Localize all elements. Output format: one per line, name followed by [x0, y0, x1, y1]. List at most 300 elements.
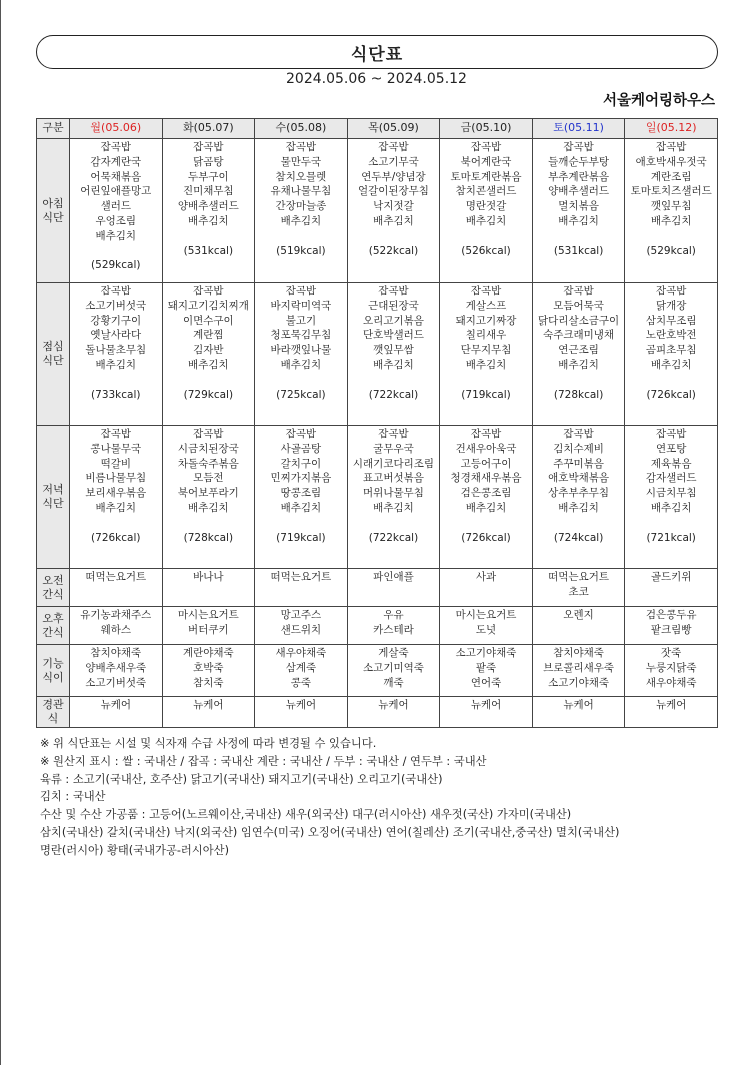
menu-cell	[532, 607, 625, 645]
menu-item: 상추부추무침	[548, 487, 610, 500]
calorie-value: (729kcal)	[183, 388, 234, 401]
menu-item: 소고기무국	[368, 155, 419, 168]
menu-item: 배추김치	[373, 214, 414, 227]
header-category: 구분	[37, 119, 70, 139]
menu-cell	[440, 283, 533, 426]
menu-item: 돼지고기짜장	[455, 314, 517, 327]
calorie-value: (526kcal)	[461, 244, 511, 257]
menu-cell	[625, 283, 718, 426]
menu-item: 청포묵김무침	[270, 329, 332, 342]
menu-item: 초코	[568, 585, 589, 598]
note-line: 삼치(국내산) 갈치(국내산) 낙지(외국산) 임연수(미국) 오징어(국내산) 연어(칠레산) 조기(국내산,중국산) 멸치(국내산)	[40, 825, 620, 839]
spacer	[627, 373, 715, 388]
day-header: 일(05.12)	[625, 119, 718, 139]
menu-cell	[440, 607, 533, 645]
menu-item: 배추김치	[465, 358, 507, 371]
menu-item: 검은콩조림	[460, 487, 512, 500]
menu-item: 뉴케어	[285, 699, 317, 711]
page-left-border	[0, 0, 1, 1065]
menu-cell	[162, 569, 255, 607]
menu-item: 소고기야채죽	[548, 676, 610, 689]
spacer	[72, 244, 160, 259]
menu-item: 청경채새우볶음	[450, 472, 522, 485]
menu-item: 마시는요거트	[177, 609, 239, 621]
menu-item: 비름나물무침	[85, 472, 147, 485]
menu-item: 깻잎무쌈	[373, 344, 414, 357]
calorie-value: (519kcal)	[276, 244, 326, 257]
menu-cell	[347, 139, 440, 283]
menu-item: 떠먹는요거트	[85, 571, 147, 583]
menu-cell	[532, 697, 625, 728]
menu-item: 샌드위치	[280, 623, 322, 636]
menu-cell	[347, 283, 440, 426]
menu-item: 어묵채볶음	[90, 170, 142, 183]
menu-item: 계란찜	[193, 329, 224, 342]
menu-cell	[532, 645, 625, 697]
menu-item: 배추김치	[373, 501, 414, 514]
row-label-text: 오전	[42, 573, 64, 587]
menu-item: 팥죽	[475, 661, 497, 674]
menu-item: 바나나	[193, 571, 224, 583]
menu-item: 배추김치	[95, 358, 137, 371]
menu-item: 배추김치	[280, 214, 322, 227]
menu-item: 뉴케어	[563, 699, 594, 711]
menu-cell	[255, 645, 348, 697]
menu-cell	[347, 426, 440, 569]
menu-item: 배추김치	[280, 358, 322, 371]
menu-item: 진미채무침	[182, 185, 234, 198]
menu-item: 부추계란볶음	[548, 170, 610, 183]
menu-item: 갈치구이	[280, 457, 322, 470]
menu-item: 불고기	[285, 314, 317, 327]
notes-section	[40, 735, 730, 860]
menu-item: 이면수구이	[182, 314, 234, 327]
spacer	[350, 373, 438, 388]
row-label-text: 점심	[42, 340, 64, 353]
menu-item: 도넛	[475, 623, 497, 636]
note-line: ※ 위 식단표는 시설 및 식자재 수급 사정에 따라 변경될 수 있습니다.	[40, 737, 377, 750]
calorie-value: (725kcal)	[276, 388, 326, 401]
menu-cell	[255, 139, 348, 283]
note-line: 수산 및 수산 가공품 : 고등어(노르웨이산,국내산) 새우(외국산) 대구(러시아산) 새우젓(국산) 가자미(국내산)	[40, 808, 572, 822]
menu-item: 북어보푸라기	[177, 487, 239, 500]
menu-cell	[162, 607, 255, 645]
menu-cell	[625, 139, 718, 283]
menu-item: 참치죽	[193, 676, 224, 689]
menu-cell	[440, 569, 533, 607]
row-label-text: 식단	[42, 210, 64, 224]
menu-cell	[625, 426, 718, 569]
menu-cell	[255, 283, 348, 426]
menu-item: 배추김치	[650, 358, 692, 371]
menu-item: 팥크림빵	[650, 623, 692, 636]
menu-item: 배추김치	[280, 501, 322, 514]
menu-item: 닭다리살소금구이	[538, 314, 620, 327]
menu-item: 호박죽	[193, 661, 224, 674]
menu-item: 굴무우국	[373, 442, 414, 455]
menu-item: 감자계란국	[90, 155, 142, 168]
spacer	[350, 516, 438, 531]
menu-item: 검은콩두유	[645, 609, 697, 621]
row-label	[37, 139, 70, 283]
menu-item: 제육볶음	[650, 457, 692, 470]
row-pm-snack	[37, 607, 718, 645]
row-label	[37, 697, 70, 728]
menu-item: 새우야채죽	[645, 676, 697, 689]
note-line: 김치 : 국내산	[40, 790, 106, 804]
menu-item: 깻잎무침	[650, 200, 692, 213]
spacer	[442, 516, 530, 531]
menu-cell	[255, 607, 348, 645]
row-label	[37, 607, 70, 645]
menu-item: 시금치무침	[645, 487, 697, 500]
menu-item: 잡곡밥	[470, 141, 502, 153]
menu-item: 닭개장	[655, 299, 687, 312]
menu-item: 바라깻잎나물	[270, 344, 332, 357]
menu-item: 노란호박전	[645, 329, 697, 342]
spacer	[72, 516, 160, 531]
organization-name: 서울케어링하우스	[602, 93, 715, 109]
menu-cell	[255, 426, 348, 569]
spacer	[535, 229, 623, 244]
menu-item: 배추김치	[465, 214, 507, 227]
menu-item: 명란젓갈	[465, 200, 507, 213]
menu-cell	[440, 645, 533, 697]
menu-item: 단호박샐러드	[363, 329, 424, 342]
menu-cell	[532, 139, 625, 283]
spacer	[535, 516, 623, 531]
menu-item: 잡곡밥	[470, 285, 502, 297]
row-label	[37, 645, 70, 697]
menu-item: 토마토치즈샐러드	[630, 185, 712, 198]
menu-item: 애호박새우젓국	[635, 155, 707, 168]
note-line: ※ 원산지 표시 : 쌀 : 국내산 / 잡곡 : 국내산 계란 : 국내산 / 두부 : 국내산 / 연두부 : 국내산	[40, 754, 487, 768]
menu-item: 잡곡밥	[100, 285, 131, 297]
day-header: 토(05.11)	[532, 119, 625, 139]
menu-item: 시래기코다리조림	[352, 457, 435, 470]
menu-item: 뉴케어	[378, 699, 409, 711]
menu-item: 오리고기볶음	[363, 314, 424, 327]
menu-cell	[255, 697, 348, 728]
menu-item: 배추김치	[188, 358, 229, 371]
row-label-text: 오후	[42, 611, 64, 625]
menu-cell	[70, 607, 163, 645]
menu-item: 배추김치	[465, 501, 507, 514]
calorie-value: (531kcal)	[553, 244, 604, 257]
menu-item: 연어죽	[470, 676, 502, 689]
calorie-value: (728kcal)	[553, 388, 604, 401]
menu-item: 잡곡밥	[100, 428, 131, 440]
menu-item: 떠먹는요거트	[548, 571, 610, 583]
menu-item: 게살죽	[378, 647, 409, 659]
menu-item: 유기농과채주스	[80, 609, 152, 621]
menu-item: 계란야채죽	[182, 647, 234, 659]
menu-item: 잡곡밥	[563, 428, 594, 440]
menu-item: 강황기구이	[90, 314, 142, 327]
menu-item: 잡곡밥	[470, 428, 502, 440]
menu-item: 모듬어묵국	[553, 299, 604, 312]
menu-item: 떡갈비	[100, 457, 131, 470]
menu-item: 잡곡밥	[655, 141, 687, 153]
page-title	[36, 35, 718, 69]
menu-cell	[440, 139, 533, 283]
menu-item: 양배추샐러드	[177, 200, 239, 213]
menu-item: 얼갈이된장무침	[357, 185, 429, 198]
menu-item: 모듬전	[193, 472, 224, 485]
spacer	[257, 516, 345, 531]
day-header: 금(05.10)	[440, 119, 533, 139]
row-am-snack	[37, 569, 718, 607]
menu-item: 두부구이	[188, 170, 229, 183]
menu-item: 잡곡밥	[563, 141, 594, 153]
day-header: 수(05.08)	[255, 119, 348, 139]
menu-item: 배추김치	[558, 214, 599, 227]
menu-cell	[162, 426, 255, 569]
menu-item: 배추김치	[95, 501, 137, 514]
row-label-text: 식단	[42, 354, 64, 367]
menu-item: 잣죽	[661, 647, 682, 659]
row-breakfast	[37, 139, 718, 283]
menu-item: 감자샐러드	[645, 472, 697, 485]
menu-item: 머위나물무침	[363, 487, 424, 500]
calorie-value: (719kcal)	[461, 388, 511, 401]
menu-cell	[440, 697, 533, 728]
calorie-value: (529kcal)	[646, 244, 696, 257]
menu-item: 삼치무조림	[645, 314, 697, 327]
menu-item: 양배추새우죽	[85, 661, 147, 674]
menu-item: 칠리새우	[465, 329, 507, 342]
menu-item: 참치야채죽	[553, 647, 604, 659]
spacer	[165, 373, 253, 388]
menu-item: 잡곡밥	[285, 428, 317, 440]
note-line: 육류 : 소고기(국내산, 호주산) 닭고기(국내산) 돼지고기(국내산) 오리고기(국내산)	[40, 772, 443, 786]
menu-item: 바지락미역국	[270, 299, 332, 312]
menu-item: 돌나물초무침	[85, 344, 147, 357]
menu-item: 사과	[475, 571, 497, 583]
menu-item: 시금치된장국	[177, 442, 239, 455]
row-label-text: 식단	[42, 497, 64, 510]
row-dinner	[37, 426, 718, 569]
menu-item: 파인애플	[373, 571, 414, 583]
day-header: 목(05.09)	[347, 119, 440, 139]
menu-item: 어린잎애플망고	[80, 185, 152, 198]
menu-cell	[625, 697, 718, 728]
menu-item: 배추김치	[373, 358, 414, 371]
menu-cell	[347, 697, 440, 728]
row-label	[37, 283, 70, 426]
calorie-value: (726kcal)	[91, 531, 141, 544]
menu-item: 뉴케어	[470, 699, 502, 711]
row-lunch	[37, 283, 718, 426]
menu-item: 간장마늘종	[275, 200, 327, 213]
menu-item: 게살스프	[465, 299, 507, 312]
calorie-value: (728kcal)	[183, 531, 234, 544]
menu-item: 연포탕	[655, 442, 687, 455]
menu-cell	[162, 697, 255, 728]
row-label-text: 식	[47, 712, 59, 725]
menu-item: 양배추샐러드	[548, 185, 610, 198]
calorie-value: (529kcal)	[91, 259, 141, 272]
spacer	[257, 229, 345, 244]
menu-item: 잡곡밥	[378, 428, 409, 440]
menu-item: 잡곡밥	[563, 285, 594, 297]
calorie-value: (726kcal)	[461, 531, 511, 544]
menu-item: 애호박채볶음	[548, 472, 610, 485]
menu-cell	[70, 139, 163, 283]
menu-item: 잡곡밥	[193, 428, 224, 440]
menu-item: 유채나물무침	[270, 185, 332, 198]
menu-cell	[162, 139, 255, 283]
menu-item: 잡곡밥	[285, 141, 317, 153]
menu-item: 배추김치	[188, 501, 229, 514]
spacer	[627, 229, 715, 244]
menu-item: 삼계죽	[285, 661, 317, 674]
calorie-value: (722kcal)	[368, 531, 419, 544]
spacer	[442, 373, 530, 388]
row-label	[37, 569, 70, 607]
menu-item: 참치오믈렛	[275, 170, 327, 183]
menu-item: 근대된장국	[368, 299, 419, 312]
menu-item: 배추김치	[650, 501, 692, 514]
menu-item: 잡곡밥	[285, 285, 317, 297]
menu-item: 물만두국	[280, 155, 322, 168]
menu-item: 사골곰탕	[280, 442, 322, 455]
menu-item: 민찌가지볶음	[270, 472, 332, 485]
menu-item: 뉴케어	[655, 699, 687, 711]
menu-cell	[70, 697, 163, 728]
menu-item: 단무지무침	[460, 344, 512, 357]
menu-item: 배추김치	[650, 214, 692, 227]
menu-item: 웨하스	[100, 623, 131, 636]
menu-item: 뉴케어	[193, 699, 224, 711]
menu-item: 잡곡밥	[193, 285, 224, 297]
menu-item: 돼지고기김치찌개	[167, 299, 249, 312]
menu-item: 마시는요거트	[455, 609, 517, 621]
menu-item: 콩죽	[290, 676, 312, 689]
menu-cell	[162, 283, 255, 426]
menu-item: 망고주스	[280, 609, 322, 621]
row-label-text: 저녁	[42, 483, 64, 496]
calorie-value: (722kcal)	[368, 388, 419, 401]
menu-cell	[532, 426, 625, 569]
menu-item: 소고기버섯국	[85, 299, 147, 312]
spacer	[350, 229, 438, 244]
menu-cell	[347, 645, 440, 697]
menu-item: 연근조림	[558, 344, 599, 357]
menu-cell	[347, 569, 440, 607]
menu-cell	[162, 645, 255, 697]
menu-cell	[440, 426, 533, 569]
spacer	[535, 373, 623, 388]
calorie-value: (719kcal)	[276, 531, 326, 544]
menu-cell	[347, 607, 440, 645]
menu-item: 카스테라	[373, 623, 414, 636]
menu-item: 김자반	[193, 344, 224, 357]
menu-item: 고등어구이	[460, 457, 512, 470]
header-row	[37, 119, 718, 139]
menu-item: 잡곡밥	[655, 428, 687, 440]
menu-item: 계란조림	[650, 170, 692, 183]
calorie-value: (721kcal)	[646, 531, 696, 544]
menu-cell	[255, 569, 348, 607]
spacer	[165, 516, 253, 531]
spacer	[72, 373, 160, 388]
calorie-value: (531kcal)	[183, 244, 234, 257]
menu-item: 멸치볶음	[558, 200, 599, 213]
menu-item: 소고기미역죽	[363, 661, 424, 674]
spacer	[627, 516, 715, 531]
menu-item: 소고기야채죽	[455, 647, 517, 659]
menu-item: 토마토계란볶음	[450, 170, 522, 183]
menu-item: 배추김치	[558, 501, 599, 514]
menu-cell	[532, 569, 625, 607]
menu-cell	[70, 645, 163, 697]
row-label	[37, 426, 70, 569]
calorie-value: (522kcal)	[368, 244, 419, 257]
menu-cell	[625, 607, 718, 645]
menu-item: 북어계란국	[460, 155, 512, 168]
menu-item: 보리새우볶음	[85, 487, 147, 500]
menu-cell	[532, 283, 625, 426]
calorie-value: (724kcal)	[553, 531, 604, 544]
row-label-text: 간식	[42, 625, 64, 639]
menu-item: 참치야채죽	[90, 647, 142, 659]
day-header: 화(05.07)	[162, 119, 255, 139]
menu-item: 낙지젓갈	[373, 200, 414, 213]
menu-item: 깨죽	[383, 676, 404, 689]
menu-item: 잡곡밥	[100, 141, 131, 153]
spacer	[442, 229, 530, 244]
menu-item: 들깨순두부탕	[548, 155, 610, 168]
menu-item: 잡곡밥	[655, 285, 687, 297]
row-label-text: 아침	[42, 196, 64, 210]
row-label-text: 기능	[42, 656, 64, 670]
menu-item: 떠먹는요거트	[270, 571, 332, 583]
menu-item: 버터쿠키	[188, 623, 229, 636]
menu-item: 골드키위	[650, 571, 692, 583]
weekly-menu-table	[36, 118, 718, 728]
menu-item: 연두부/양념장	[361, 170, 426, 183]
menu-item: 배추김치	[558, 358, 599, 371]
menu-item: 누룽지닭죽	[645, 661, 697, 674]
row-label-text: 간식	[42, 587, 64, 601]
menu-item: 배추김치	[95, 229, 137, 242]
menu-item: 김치수제비	[553, 442, 604, 455]
menu-cell	[625, 569, 718, 607]
menu-item: 배추김치	[188, 214, 229, 227]
menu-cell	[70, 283, 163, 426]
menu-item: 잡곡밥	[193, 141, 224, 153]
menu-item: 오렌지	[563, 609, 594, 621]
row-label-text: 식이	[42, 670, 64, 684]
menu-item: 곰피초무침	[645, 344, 697, 357]
menu-item: 땅콩조림	[280, 487, 322, 500]
note-line: 명란(러시아) 황태(국내가공-러시아산)	[40, 843, 229, 857]
title-text: 식단표	[350, 44, 404, 65]
menu-item: 차돌숙주볶음	[177, 457, 239, 470]
row-tube	[37, 697, 718, 728]
spacer	[165, 229, 253, 244]
menu-item: 우유	[383, 609, 404, 621]
menu-item: 옛날사라다	[90, 329, 142, 342]
calorie-value: (733kcal)	[91, 388, 141, 401]
menu-item: 브로콜리새우죽	[543, 661, 615, 674]
row-label-text: 경관	[42, 698, 64, 711]
menu-cell	[70, 426, 163, 569]
menu-item: 주꾸미볶음	[553, 457, 604, 470]
menu-item: 참치콘샐러드	[455, 185, 517, 198]
menu-item: 새우야채죽	[275, 647, 327, 659]
